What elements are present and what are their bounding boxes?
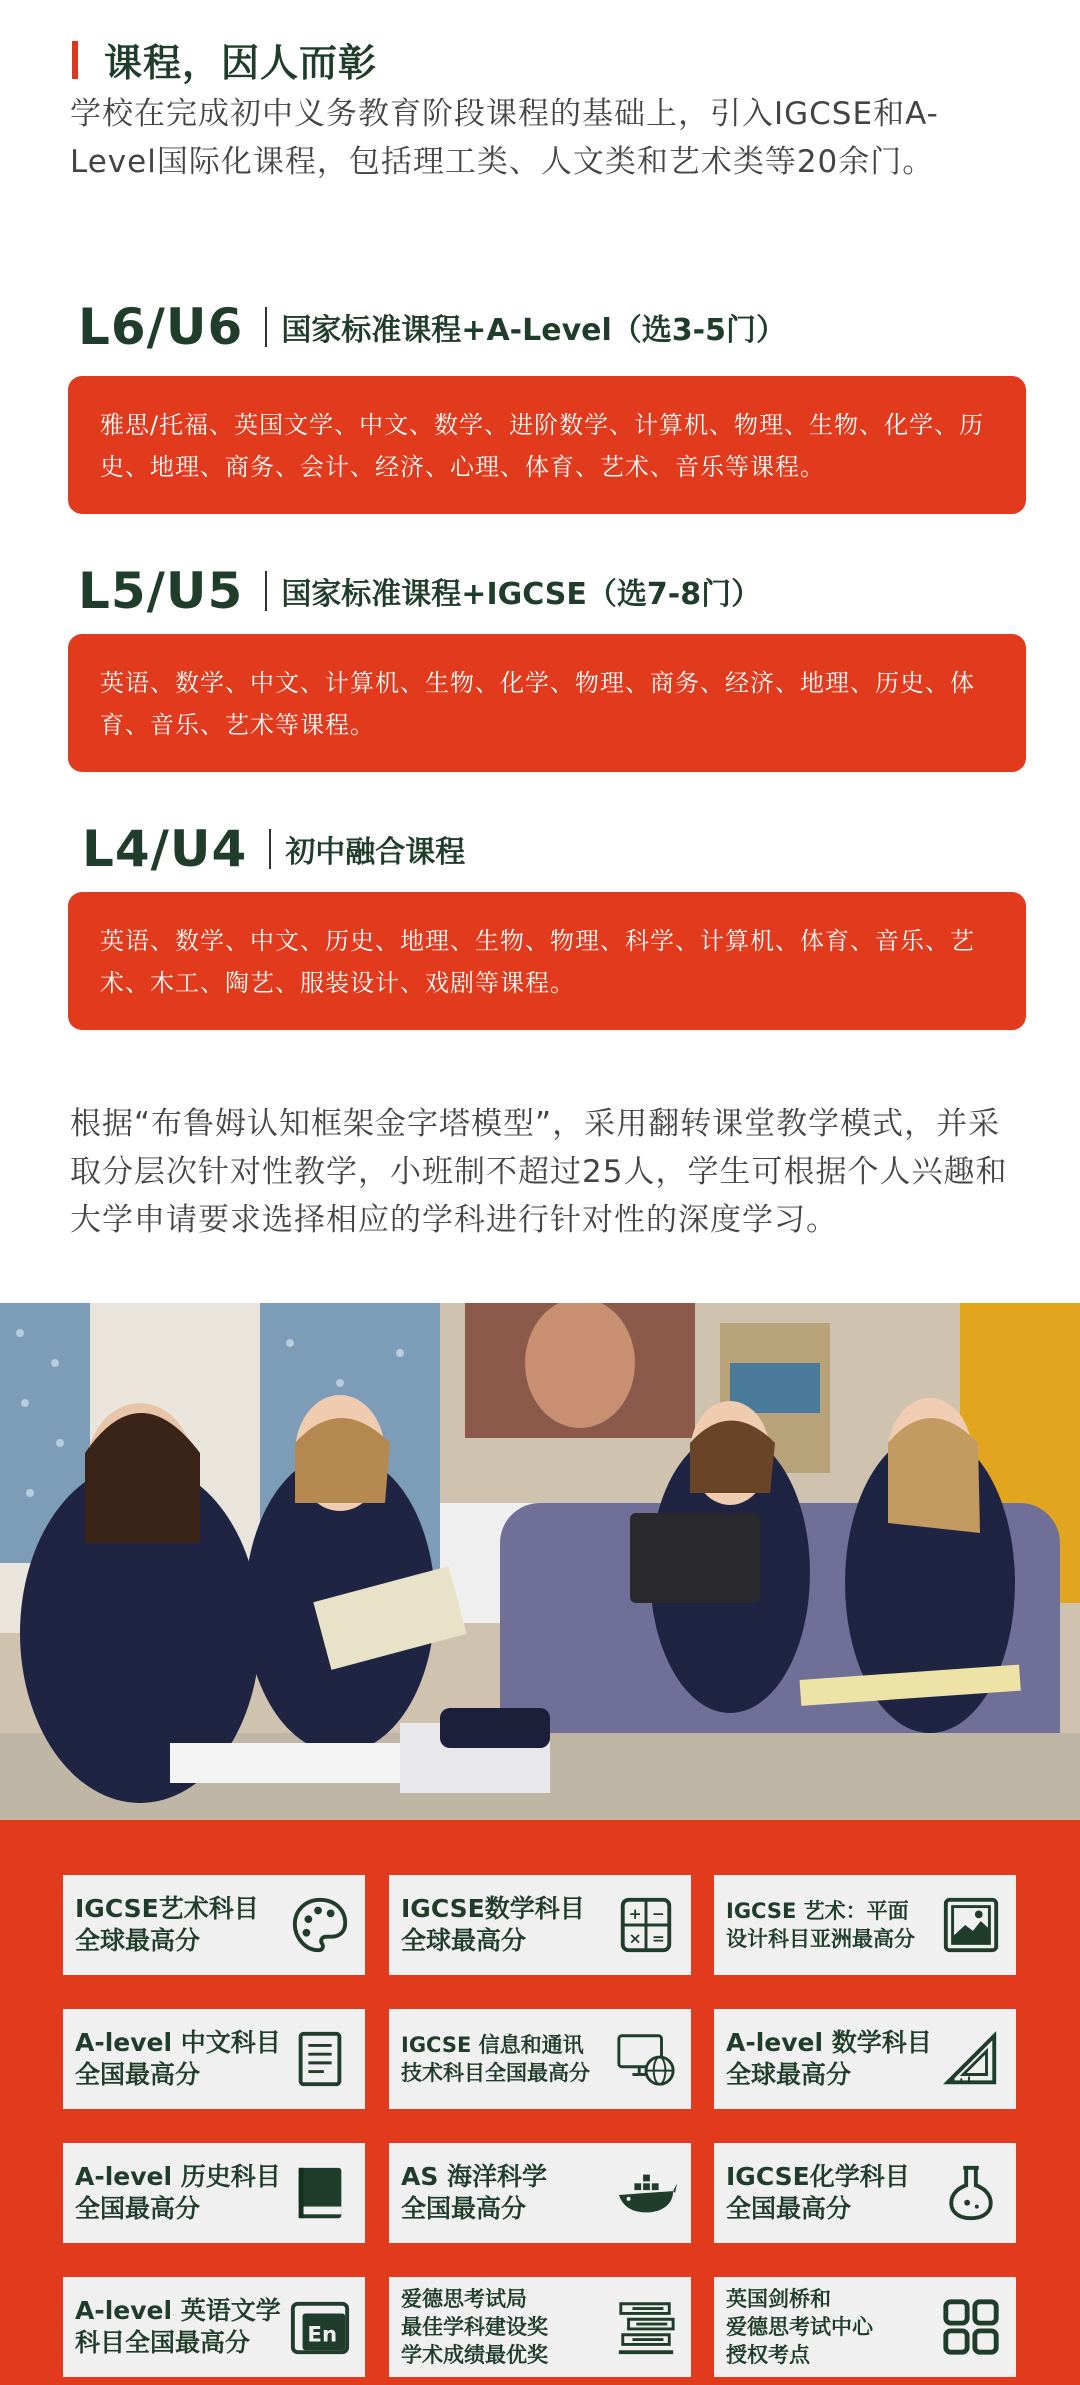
books-icon bbox=[615, 2296, 677, 2358]
book-icon bbox=[289, 2162, 351, 2224]
svg-text:=: = bbox=[651, 1929, 665, 1948]
award-tile bbox=[63, 2143, 365, 2243]
level-code: L5/U5 bbox=[78, 562, 244, 620]
level-description: 国家标准课程+A-Level（选3-5门） bbox=[281, 313, 786, 348]
award-text: A-level 历史科目 全国最高分 bbox=[75, 2162, 281, 2223]
section-title bbox=[72, 32, 377, 87]
award-tile bbox=[389, 2009, 691, 2109]
grid-icon bbox=[940, 2296, 1002, 2358]
teaching-paragraph: 根据“布鲁姆认知框架金字塔模型”，采用翻转课堂教学模式，并采取分层次针对性教学，小班制不超过25人，学生可根据个人兴趣和大学申请要求选择相应的学科进行针对性的深度学习。 bbox=[70, 1106, 1008, 1238]
award-text: AS 海洋科学 全国最高分 bbox=[401, 2162, 548, 2223]
award-tile bbox=[714, 2143, 1016, 2243]
document-icon bbox=[289, 2028, 351, 2090]
svg-text:+: + bbox=[628, 1905, 642, 1924]
level-description: 国家标准课程+IGCSE（选7-8门） bbox=[281, 577, 762, 612]
computer-globe-icon bbox=[615, 2028, 677, 2090]
svg-text:×: × bbox=[628, 1929, 642, 1948]
level-heading-l5 bbox=[78, 562, 761, 620]
svg-text:En: En bbox=[307, 2322, 338, 2348]
subjects-box-l4: 英语、数学、中文、历史、地理、生物、物理、科学、计算机、体育、音乐、艺术、木工、陶艺、服装设计、戏剧等课程。 bbox=[68, 892, 1026, 1030]
whale-icon bbox=[615, 2162, 677, 2224]
set-square-icon bbox=[940, 2028, 1002, 2090]
flask-icon bbox=[940, 2162, 1002, 2224]
level-heading-l6 bbox=[78, 298, 786, 356]
divider bbox=[265, 571, 267, 611]
award-text: 英国剑桥和 爱德思考试中心 授权考点 bbox=[726, 2287, 873, 2367]
students-photo bbox=[0, 1303, 1080, 1820]
awards-section bbox=[0, 1820, 1080, 2385]
award-tile bbox=[389, 2143, 691, 2243]
award-text: IGCSE 信息和通讯 技术科目全国最高分 bbox=[401, 2033, 590, 2085]
intro-paragraph: 学校在完成初中义务教育阶段课程的基础上，引入IGCSE和A-Level国际化课程，包括理工类、人文类和艺术类等20余门。 bbox=[70, 96, 939, 180]
level-description: 初中融合课程 bbox=[285, 835, 466, 870]
award-tile bbox=[714, 2009, 1016, 2109]
award-tile bbox=[389, 1875, 691, 1975]
award-tile bbox=[714, 2277, 1016, 2377]
award-text: A-level 数学科目 全球最高分 bbox=[726, 2028, 932, 2089]
level-heading-l4 bbox=[82, 820, 465, 878]
title-accent-bar bbox=[72, 41, 78, 79]
palette-icon bbox=[289, 1894, 351, 1956]
award-text: IGCSE艺术科目 全球最高分 bbox=[75, 1894, 259, 1955]
level-code: L4/U4 bbox=[82, 820, 248, 878]
award-tile bbox=[63, 1875, 365, 1975]
award-tile bbox=[63, 2277, 365, 2377]
calculator-icon bbox=[615, 1894, 677, 1956]
award-text: IGCSE数学科目 全球最高分 bbox=[401, 1894, 585, 1955]
divider bbox=[269, 829, 271, 869]
svg-text:−: − bbox=[651, 1905, 665, 1924]
award-tile bbox=[714, 1875, 1016, 1975]
page-title: 课程，因人而彰 bbox=[104, 41, 378, 85]
subjects-box-l6: 雅思/托福、英国文学、中文、数学、进阶数学、计算机、物理、生物、化学、历史、地理、商务、会计、经济、心理、体育、艺术、音乐等课程。 bbox=[68, 376, 1026, 514]
divider bbox=[265, 307, 267, 347]
award-tile bbox=[63, 2009, 365, 2109]
award-text: IGCSE化学科目 全国最高分 bbox=[726, 2162, 910, 2223]
subjects-box-l5: 英语、数学、中文、计算机、生物、化学、物理、商务、经济、地理、历史、体育、音乐、艺术等课程。 bbox=[68, 634, 1026, 772]
english-icon bbox=[289, 2296, 351, 2358]
award-text: A-level 中文科目 全国最高分 bbox=[75, 2028, 281, 2089]
award-text: 爱德思考试局 最佳学科建设奖 学术成绩最优奖 bbox=[401, 2287, 548, 2367]
award-text: IGCSE 艺术：平面 设计科目亚洲最高分 bbox=[726, 1899, 915, 1951]
award-tile bbox=[389, 2277, 691, 2377]
picture-icon bbox=[940, 1894, 1002, 1956]
award-text: A-level 英语文学 科目全国最高分 bbox=[75, 2296, 281, 2357]
level-code: L6/U6 bbox=[78, 298, 244, 356]
